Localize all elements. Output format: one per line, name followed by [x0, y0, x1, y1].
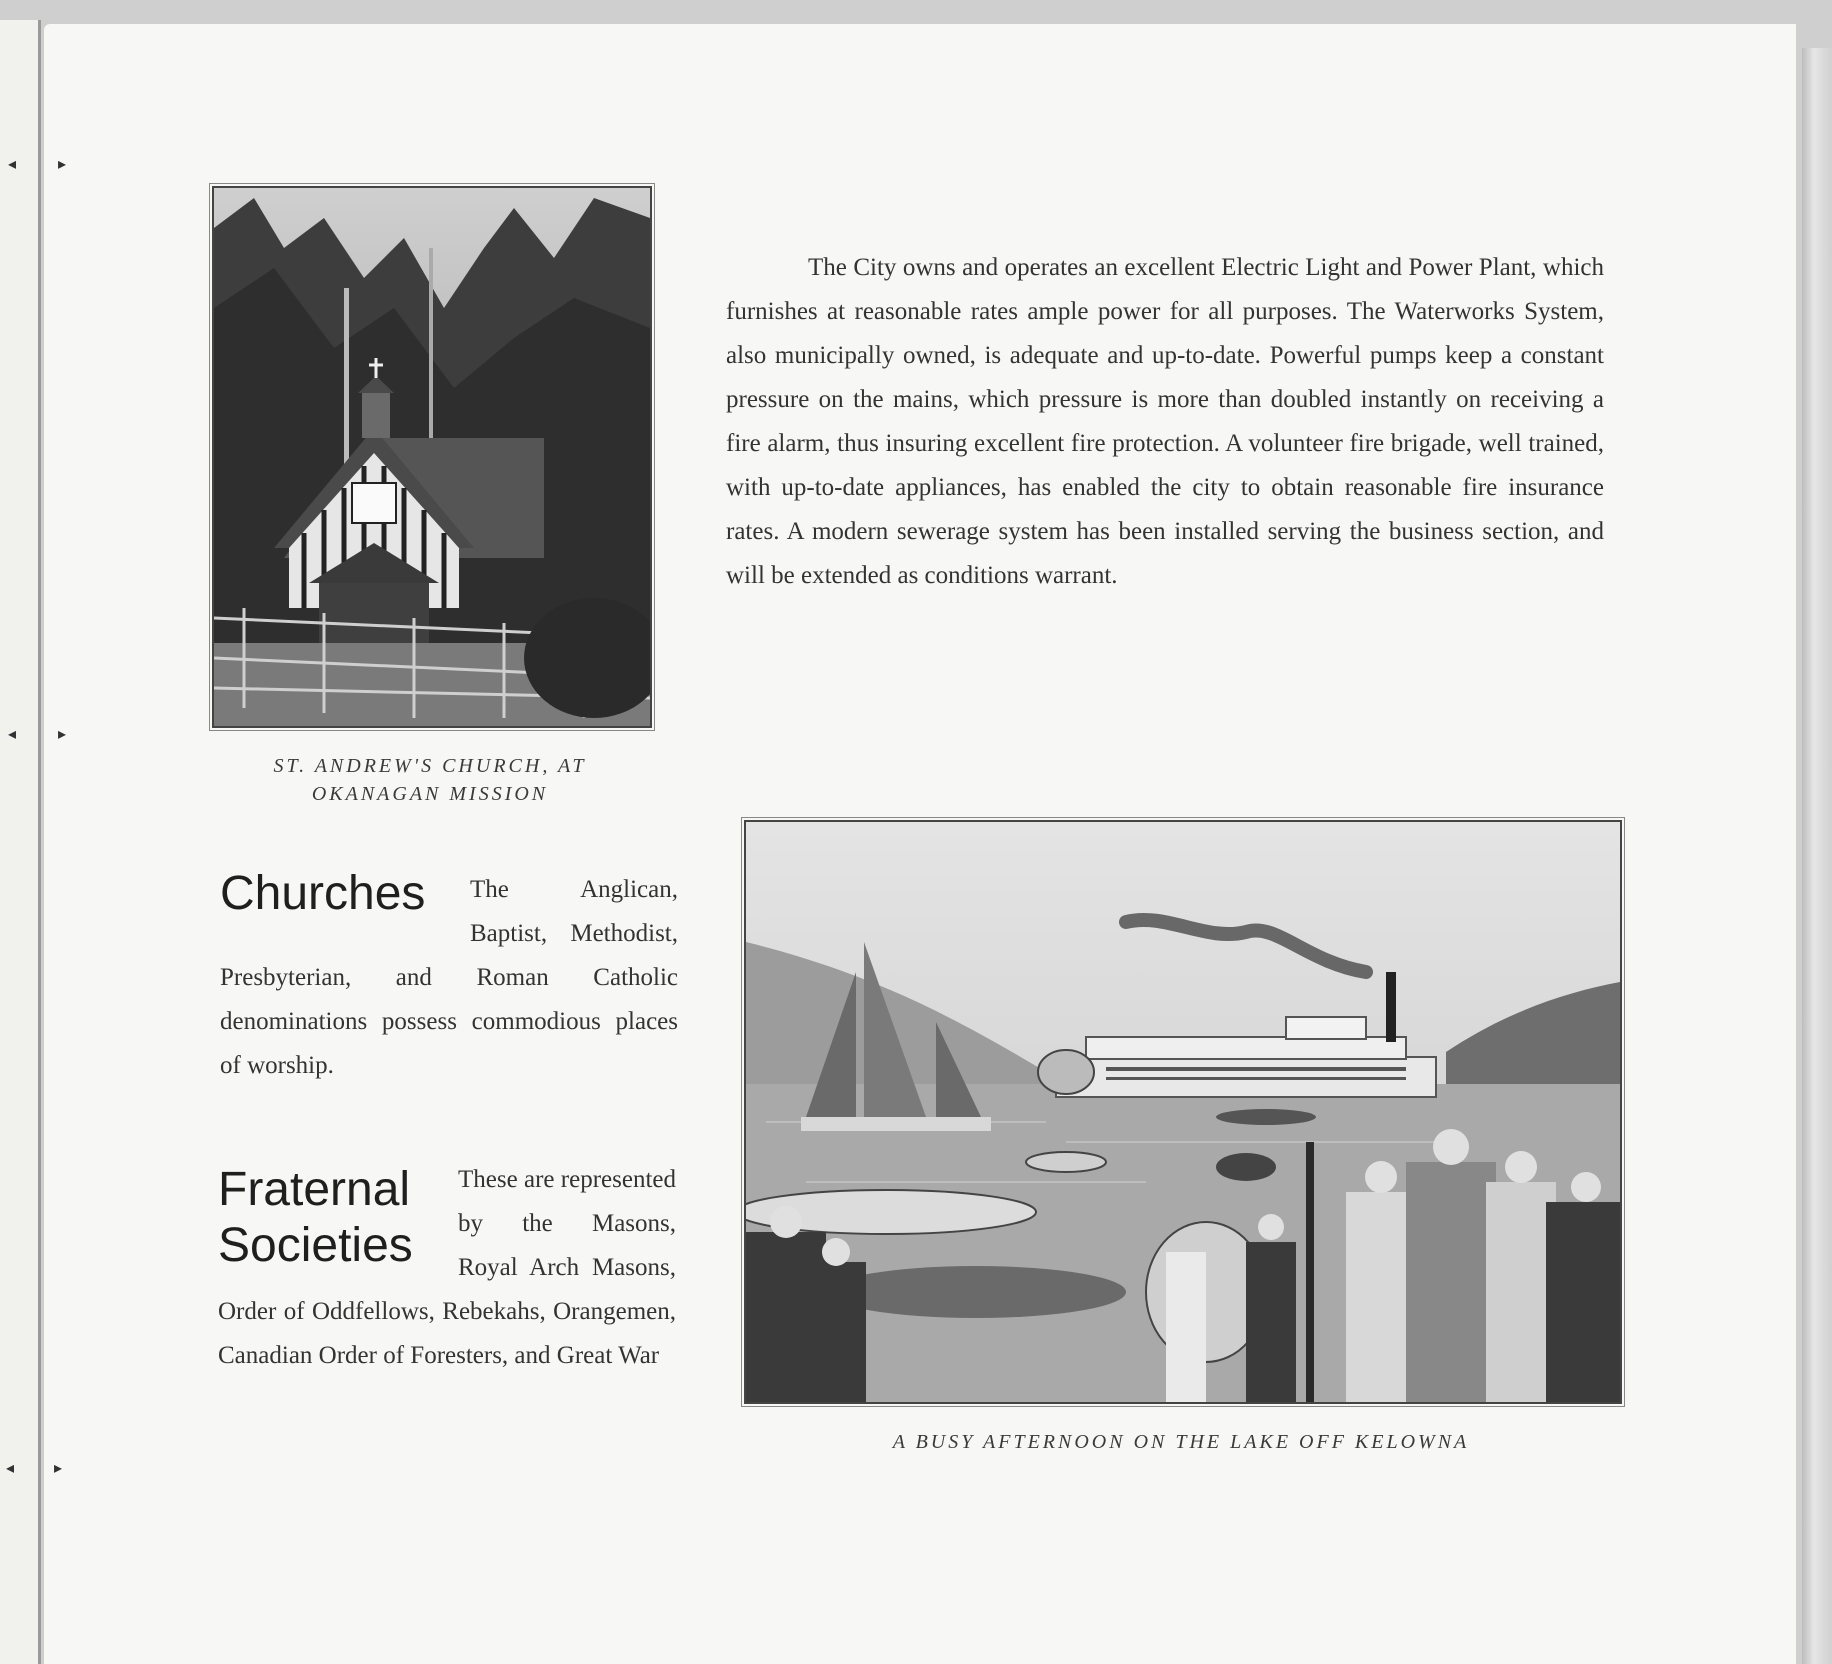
churches-heading: Churches — [220, 867, 426, 920]
church-photo-caption — [212, 752, 648, 808]
registration-mark: ◂ — [8, 156, 17, 173]
churches-section — [220, 868, 678, 1088]
page-edge-shadow — [1802, 48, 1832, 1664]
caption-line: A BUSY AFTERNOON ON THE LAKE OFF KELOWNA — [892, 1431, 1470, 1453]
caption-line: OKANAGAN MISSION — [311, 783, 549, 805]
fraternal-section — [218, 1158, 676, 1378]
fraternal-heading — [218, 1162, 458, 1274]
caption-line: ST. ANDREW'S CHURCH, AT — [273, 755, 587, 777]
registration-mark: ▸ — [58, 156, 67, 173]
registration-mark: ◂ — [6, 1460, 15, 1477]
lake-photo-caption — [744, 1428, 1618, 1456]
lake-photo — [744, 820, 1622, 1404]
churches-text: The Anglican, Baptist, Methodist, Presbyterian, and Roman Catholic denominations possess commodious places of worship. — [220, 876, 678, 1079]
facing-page-edge — [0, 20, 41, 1664]
church-photo — [212, 186, 652, 728]
fraternal-heading-line: Societies — [218, 1219, 413, 1272]
fraternal-heading-line: Fraternal — [218, 1163, 411, 1216]
registration-mark: ▸ — [58, 726, 67, 743]
church-illustration — [214, 188, 650, 726]
fraternal-text: These are represented by the Masons, Royal Arch Masons, Order of Oddfellows, Rebekahs, Orangemen, Canadian Order of Foresters, and Great War — [218, 1166, 676, 1369]
registration-mark: ◂ — [8, 726, 17, 743]
utilities-paragraph — [726, 246, 1604, 598]
registration-mark: ▸ — [54, 1460, 63, 1477]
lake-illustration — [746, 822, 1620, 1402]
utilities-text: The City owns and operates an excellent Electric Light and Power Plant, which furnishes at reasonable rates ample power for all purposes. The Waterworks System, also municipally owned, is adequate and up-to-date. Powerful pumps keep a constant pressure on the mains, which pressure is more than doubled instantly on receiving a fire alarm, thus insuring excellent fire protection. A volunteer fire brigade, well trained, with up-to-date appliances, has enabled the city to obtain reasonable fire insurance rates. A modern sewerage system has been installed serving the business section, and will be extended as conditions warrant. — [726, 254, 1604, 589]
